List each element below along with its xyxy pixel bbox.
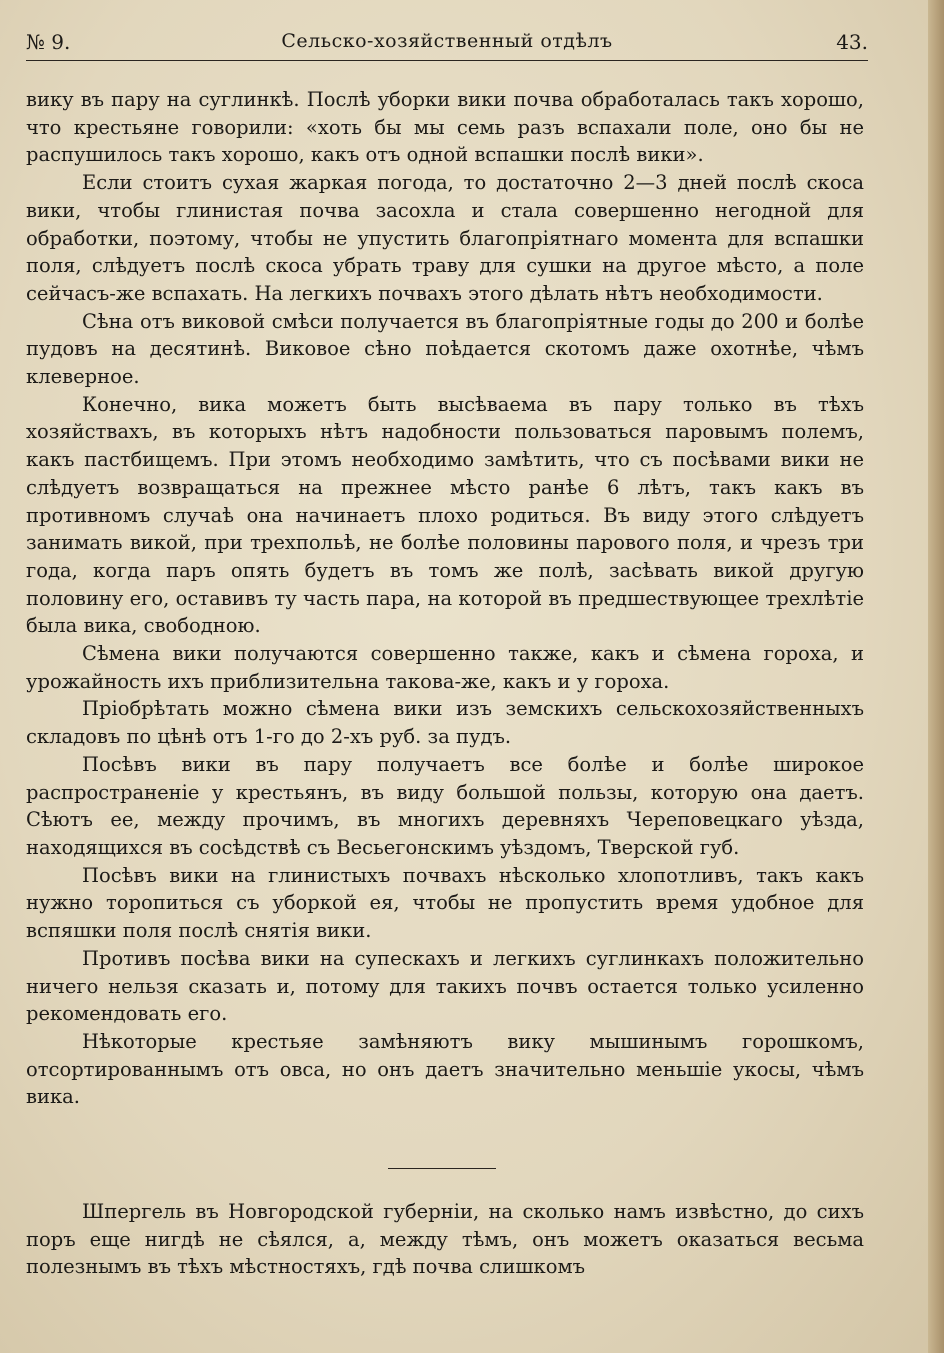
paragraph: Посѣвъ вики на глинистыхъ почвахъ нѣсколько хлопотливъ, такъ какъ нужно торопиться съ уборкой ея, чтобы не пропустить время удобное для вспяшки поля послѣ снятія вики. [26,863,864,943]
paragraph: Сѣмена вики получаются совершенно также, какъ и сѣмена гороха, и урожайность ихъ приблизительна такова-же, какъ и у гороха. [26,642,864,693]
paragraph: Противъ посѣва вики на супескахъ и легкихъ суглинкахъ положительно ничего нельзя сказать и, потому для такихъ почвъ остается только усиленно рекомендовать его. [26,946,864,1026]
paragraph: Пріобрѣтать можно сѣмена вики изъ земскихъ сельскохозяйственныхъ складовъ по цѣнѣ отъ 1-го до 2-хъ руб. за пудъ. [26,697,864,749]
paragraph: Конечно, вика можетъ быть высѣваема въ пару только въ тѣхъ хозяйствахъ, въ которыхъ нѣтъ надобности пользоваться паровымъ полемъ, какъ пастбищемъ. При этомъ необходимо замѣтить, что съ посѣвами вики не слѣдуетъ возвращаться на прежнее мѣсто ранѣе 6 лѣтъ, такъ какъ въ противномъ случаѣ она начинаетъ плохо родиться. Въ виду этого слѣдуетъ занимать викой, при трехпольѣ, не болѣе половины парового поля, и чрезъ три года, когда паръ опять будетъ въ томъ же полѣ, засѣвать викой другую половину его, оставивъ ту часть пара, на которой въ предшествующее трехлѣтіе была вика, свободною. [26,392,864,638]
issue-number: № 9. [26,30,71,54]
paragraph: Посѣвъ вики въ пару получаетъ все болѣе и болѣе широкое распространеніе у крестьянъ, въ виду большой пользы, которую она даетъ. Сѣютъ ее, между прочимъ, въ многихъ деревняхъ Череповецкаго уѣзда, находящихся въ сосѣдствѣ съ Весьегонскимъ уѣздомъ, Тверской губ. [26,752,864,859]
paragraph: Сѣна отъ виковой смѣси получается въ благопріятные годы до 200 и болѣе пудовъ на десятинѣ. Виковое сѣно поѣдается скотомъ даже охотнѣе, чѣмъ клеверное. [26,309,864,389]
section-separator [388,1168,496,1169]
section-title: Сельско-хозяйственный отдѣлъ [281,30,613,52]
running-header [26,30,868,60]
article-body [26,86,864,1111]
page-edge-shadow [928,0,944,1353]
next-article-body [26,1198,864,1281]
header-rule [26,60,868,61]
page-number: 43. [836,30,868,54]
paragraph: Шпергель въ Новгородской губерніи, на сколько намъ извѣстно, до сихъ поръ еще нигдѣ не сѣялся, а, между тѣмъ, онъ можетъ оказаться весьма полезнымъ въ тѣхъ мѣстностяхъ, гдѣ почва слишкомъ [26,1200,864,1279]
paragraph: Если стоитъ сухая жаркая погода, то достаточно 2—3 дней послѣ скоса вики, чтобы глинистая почва засохла и стала совершенно негодной для обработки, поэтому, чтобы не упустить благопріятнаго момента для вспашки поля, слѣдуетъ послѣ скоса убрать траву для сушки на другое мѣсто, а поле сейчасъ-же вспахать. На легкихъ почвахъ этого дѣлать нѣтъ необходимости. [26,171,864,305]
paragraph: Нѣкоторые крестьяе замѣняютъ вику мышинымъ горошкомъ, отсортированнымъ отъ овса, но онъ даетъ значительно меньшіе укосы, чѣмъ вика. [26,1029,864,1109]
paragraph: вику въ пару на суглинкѣ. Послѣ уборки вики почва обработалась такъ хорошо, что крестьяне говорили: «хоть бы мы семь разъ вспахали поле, оно бы не распушилось такъ хорошо, какъ отъ одной вспашки послѣ вики». [26,88,864,167]
